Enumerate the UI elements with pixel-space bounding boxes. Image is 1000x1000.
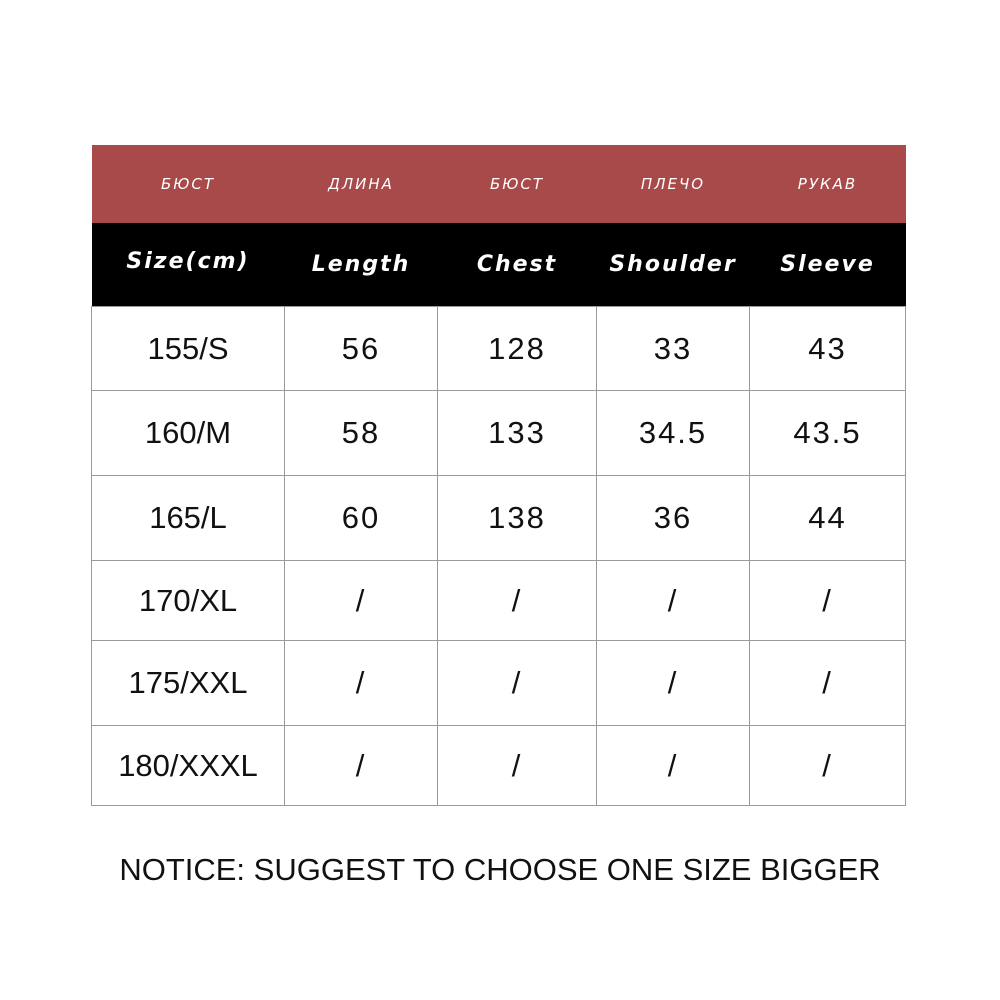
chest-cell: / (438, 726, 597, 806)
chest-cell: / (438, 561, 597, 641)
sleeve-cell: / (750, 561, 906, 641)
shoulder-cell: / (597, 726, 750, 806)
ru-header-cell: РУКАВ (750, 145, 906, 223)
size-cell: 175/XXL (92, 641, 285, 726)
ru-header-cell: БЮСТ (438, 145, 597, 223)
length-cell: 56 (285, 307, 438, 391)
shoulder-cell: 36 (597, 476, 750, 561)
size-cell: 170/XL (92, 561, 285, 641)
ru-header-cell: БЮСТ (92, 145, 285, 223)
length-cell: / (285, 561, 438, 641)
table-row (92, 726, 906, 806)
table-row (92, 561, 906, 641)
shoulder-cell: 34.5 (597, 391, 750, 476)
en-header-cell-shoulder: Shoulder (597, 223, 750, 307)
table-row (92, 391, 906, 476)
notice-text: NOTICE: SUGGEST TO CHOOSE ONE SIZE BIGGER (119, 852, 881, 887)
en-header-cell-size: Size(cm) (92, 223, 285, 307)
sleeve-cell: 43 (750, 307, 906, 391)
russian-header-row (92, 145, 906, 223)
en-header-cell-chest: Chest (438, 223, 597, 307)
table-row (92, 641, 906, 726)
ru-header-cell: ДЛИНА (285, 145, 438, 223)
sleeve-cell: / (750, 641, 906, 726)
length-cell: 58 (285, 391, 438, 476)
length-cell: / (285, 726, 438, 806)
en-header-cell-sleeve: Sleeve (750, 223, 906, 307)
size-cell: 155/S (92, 307, 285, 391)
chest-cell: 128 (438, 307, 597, 391)
length-cell: / (285, 641, 438, 726)
chest-cell: 133 (438, 391, 597, 476)
table-row (92, 307, 906, 391)
size-cell: 180/XXXL (92, 726, 285, 806)
table-row (92, 476, 906, 561)
shoulder-cell: 33 (597, 307, 750, 391)
size-cell: 160/M (92, 391, 285, 476)
chest-cell: 138 (438, 476, 597, 561)
length-cell: 60 (285, 476, 438, 561)
english-header-row (92, 223, 906, 307)
size-cell: 165/L (92, 476, 285, 561)
chest-cell: / (438, 641, 597, 726)
sleeve-cell: 43.5 (750, 391, 906, 476)
en-header-cell-length: Length (285, 223, 438, 307)
size-chart-table (91, 145, 906, 806)
shoulder-cell: / (597, 641, 750, 726)
sleeve-cell: / (750, 726, 906, 806)
sleeve-cell: 44 (750, 476, 906, 561)
shoulder-cell: / (597, 561, 750, 641)
ru-header-cell: ПЛЕЧО (597, 145, 750, 223)
